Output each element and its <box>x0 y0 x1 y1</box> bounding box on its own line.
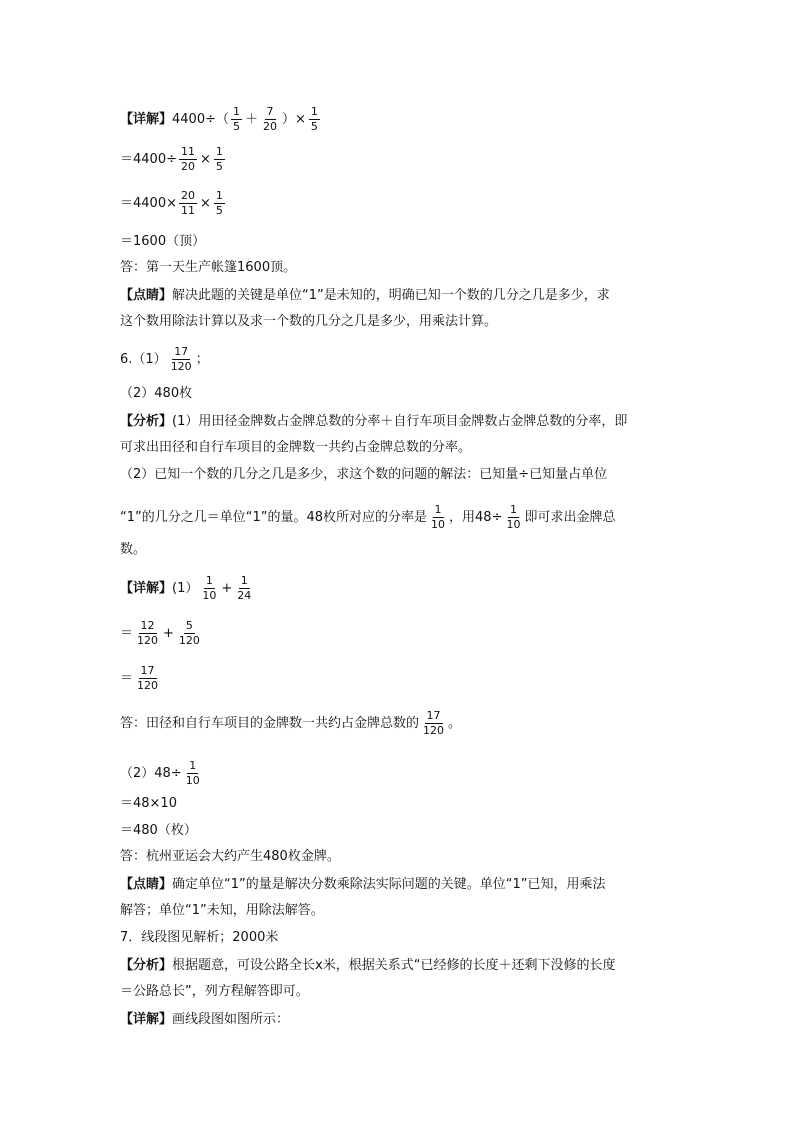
fraction: $\frac{1}{5}$ <box>233 105 240 133</box>
comment-tag: 【点睛】 <box>120 288 173 303</box>
step-line: ＝ $\frac{17}{120}$ <box>120 664 159 692</box>
fraction: $\frac{1}{5}$ <box>310 105 318 133</box>
fraction: $\frac{1}{5}$ <box>215 189 223 217</box>
step-line: ＝ $\frac{12}{120}$ + $\frac{5}{120}$ <box>120 619 200 647</box>
detail-line: 【详解】 画线段图如图所示： <box>120 1012 290 1027</box>
step-line: ＝480（枚） <box>120 823 197 838</box>
fraction: $\frac{1}{10}$ <box>431 503 446 531</box>
fraction: $\frac{1}{10}$ <box>202 574 217 602</box>
fraction: $\frac{12}{120}$ <box>137 619 159 647</box>
comment-line: 解答；单位“1”未知，用除法解答。 <box>120 903 324 918</box>
fraction: $\frac{1}{5}$ <box>215 145 223 173</box>
answer-line: 答：杭州亚运会大约产生480枚金牌。 <box>120 849 340 864</box>
step-line: ＝4400÷ $\frac{11}{20}$ × $\frac{1}{5}$ <box>120 145 223 173</box>
fraction: $\frac{5}{120}$ <box>178 619 200 647</box>
answer-line: 答：田径和自行车项目的金牌数一共约占金牌总数的 $\frac{17}{120}$ 。 <box>120 709 462 737</box>
analysis-line: “1”的几分之几＝单位“1”的量。48枚所对应的分率是 $\frac{1}{10}$ ，用48÷ $\frac{1}{10}$ 即可求出金牌总 <box>120 503 616 531</box>
question-6-head: 6.（1） $\frac{17}{120}$ ； <box>120 345 209 373</box>
analysis-tag: 【分析】 <box>120 414 173 429</box>
fraction: $\frac{1}{24}$ <box>237 574 252 602</box>
detail-tag: 【详解】 <box>120 1012 173 1027</box>
comment-line: 【点睛】 解决此题的关键是单位“1”是未知的，明确已知一个数的几分之几是多少，求 <box>120 288 610 303</box>
comment-line: 这个数用除法计算以及求一个数的几分之几是多少，用乘法计算。 <box>120 314 498 329</box>
analysis-line: （2）已知一个数的几分之几是多少，求这个数的问题的解法：已知量÷已知量占单位 <box>120 467 608 482</box>
fraction: $\frac{1}{10}$ <box>185 759 200 787</box>
fraction: $\frac{11}{20}$ <box>180 145 195 173</box>
detail-line: 【详解】 (1） $\frac{1}{10}$ + $\frac{1}{24}$ <box>120 574 252 602</box>
question-7-head: 7．线段图见解析；2000米 <box>120 930 279 945</box>
expr-text: 4400÷（ <box>172 111 229 127</box>
fraction: $\frac{17}{120}$ <box>170 345 192 373</box>
analysis-line: 可求出田径和自行车项目的金牌数一共约占金牌总数的分率。 <box>120 440 472 455</box>
step-line: ＝1600（顶） <box>120 234 206 249</box>
comment-tag: 【点睛】 <box>120 877 173 892</box>
analysis-line: 【分析】 根据题意，可设公路全长x米，根据关系式“已经修的长度＋还剩下没修的长度 <box>120 958 616 973</box>
fraction: $\frac{20}{11}$ <box>180 189 195 217</box>
comment-line: 【点睛】 确定单位“1”的量是解决分数乘除法实际问题的关键。单位“1”已知，用乘法 <box>120 877 606 892</box>
fraction: $\frac{1}{10}$ <box>506 503 521 531</box>
detail-tag: 【详解】 <box>120 111 173 127</box>
fraction: $\frac{17}{120}$ <box>137 664 159 692</box>
detail-line-1: 【详解】 4400÷（ $\frac{1}{5}$ ＋ $\frac{7}{20}$ ）× $\frac{1}{5}$ <box>120 105 318 133</box>
fraction: $\frac{17}{120}$ <box>423 709 445 737</box>
fraction: $\frac{7}{20}$ <box>263 105 278 133</box>
answer-part-2: （2）480枚 <box>120 386 193 401</box>
analysis-line: 数。 <box>120 542 147 557</box>
detail-tag: 【详解】 <box>120 580 173 596</box>
answer-line: 答：第一天生产帐篷1600顶。 <box>120 260 297 275</box>
step-line: ＝4400× $\frac{20}{11}$ × $\frac{1}{5}$ <box>120 189 223 217</box>
detail-line: （2）48÷ $\frac{1}{10}$ <box>120 759 200 787</box>
analysis-line: 【分析】 (1）用田径金牌数占金牌总数的分率＋自行车项目金牌数占金牌总数的分率，即 <box>120 414 628 429</box>
analysis-tag: 【分析】 <box>120 958 173 973</box>
analysis-line: ＝公路总长”，列方程解答即可。 <box>120 984 309 999</box>
step-line: ＝48×10 <box>120 796 177 811</box>
